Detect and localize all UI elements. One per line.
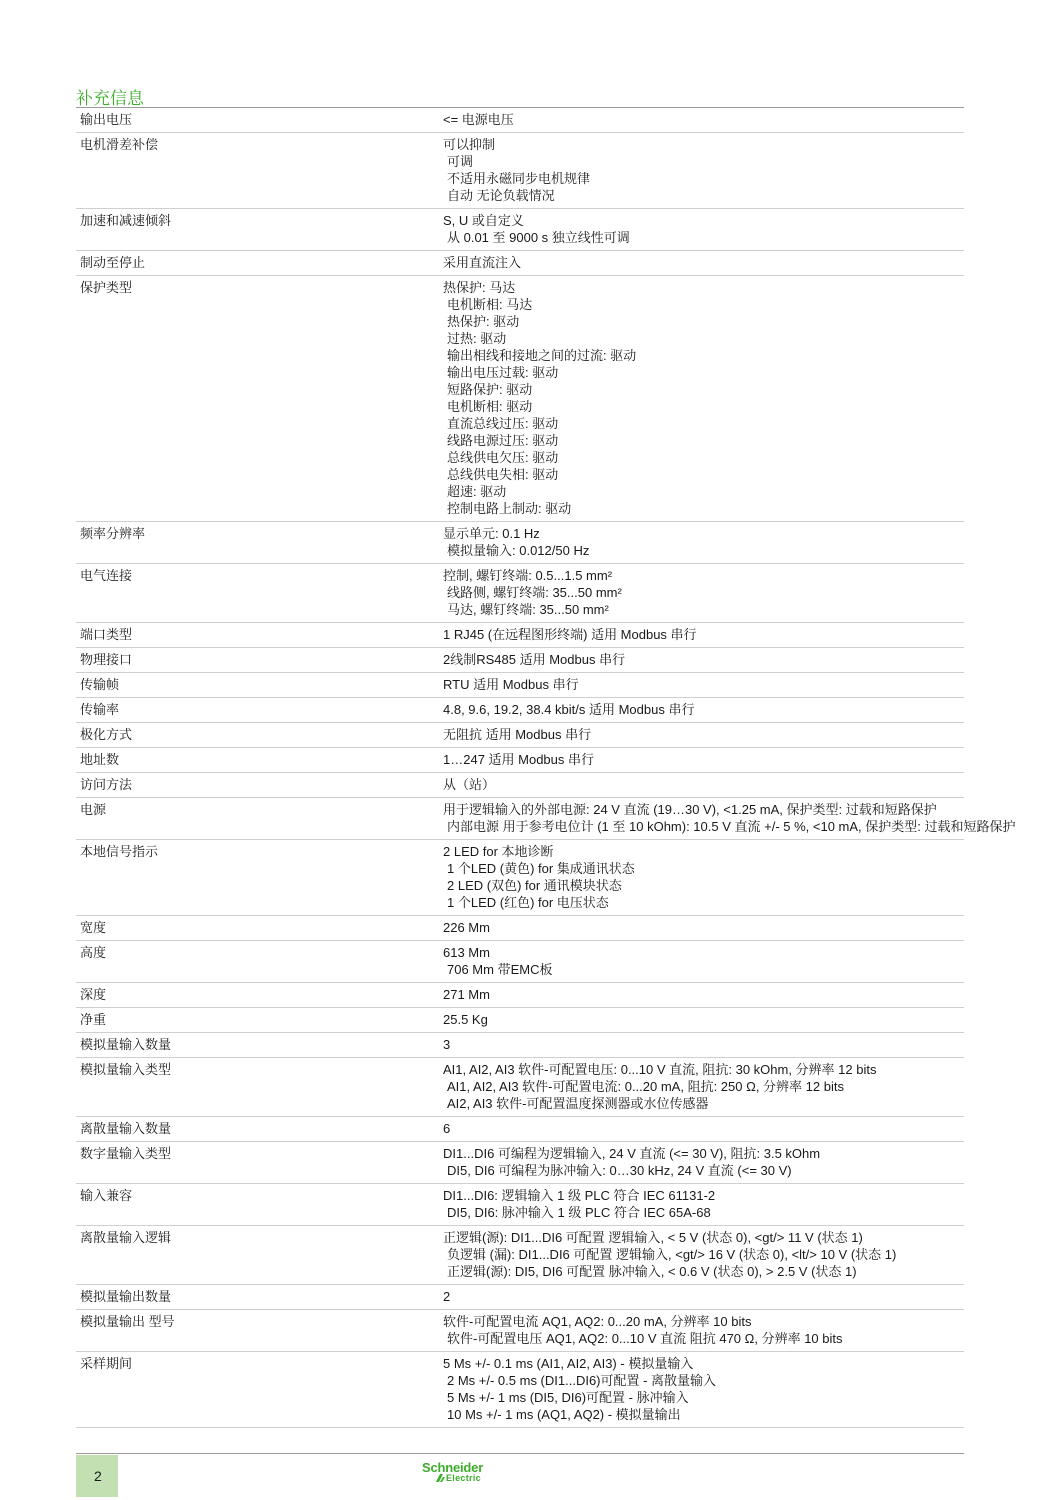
spec-values (443, 651, 964, 668)
spec-row (76, 673, 964, 698)
spec-label: 端口类型 (80, 627, 133, 642)
spec-value-line: 总线供电失相: 驱动 (447, 467, 559, 482)
spec-value-line: 5 Ms +/- 0.1 ms (AI1, AI2, AI3) - 模拟量输入 (443, 1356, 694, 1371)
spec-value-line: 可以抑制 (443, 137, 496, 152)
spec-value-line: AI2, AI3 软件-可配置温度探测器或水位传感器 (447, 1096, 709, 1111)
spec-label: 保护类型 (80, 280, 133, 295)
spec-label: 数字量输入类型 (80, 1146, 172, 1161)
spec-row (76, 916, 964, 941)
spec-label: 模拟量输入数量 (80, 1037, 172, 1052)
spec-value-line: DI5, DI6 可编程为脉冲输入: 0…30 kHz, 24 V 直流 (<= 30 V) (447, 1163, 792, 1178)
spec-row (76, 773, 964, 798)
spec-values (443, 944, 964, 978)
spec-value-line: DI1...DI6: 逻辑输入 1 级 PLC 符合 IEC 61131-2 (443, 1188, 716, 1203)
spec-value-line: 无阻抗 适用 Modbus 串行 (443, 727, 592, 742)
spec-label: 净重 (80, 1012, 107, 1027)
spec-values (443, 919, 964, 936)
spec-values (443, 1036, 964, 1053)
spec-row (76, 1008, 964, 1033)
spec-value-line: 超速: 驱动 (447, 484, 507, 499)
spec-values (443, 751, 964, 768)
spec-row (76, 1310, 964, 1352)
spec-value-line: 613 Mm (443, 945, 490, 960)
spec-value-line: 正逻辑(源): DI5, DI6 可配置 脉冲输入, < 0.6 V (状态 0), > 2.5 V (状态 1) (447, 1264, 857, 1279)
spec-value-line: 正逻辑(源): DI1...DI6 可配置 逻辑输入, < 5 V (状态 0), <gt/> 11 V (状态 1) (443, 1230, 863, 1245)
spec-value-line: 过热: 驱动 (447, 331, 507, 346)
section-title: 补充信息 (76, 89, 144, 108)
spec-values (443, 676, 964, 693)
spec-label: 离散量输入数量 (80, 1121, 172, 1136)
spec-row (76, 698, 964, 723)
spec-label: 电源 (80, 802, 107, 817)
spec-values (443, 1288, 964, 1305)
spec-row (76, 1184, 964, 1226)
spec-value-line: <= 电源电压 (443, 112, 514, 127)
spec-value-line: 显示单元: 0.1 Hz (443, 526, 540, 541)
page-number: 2 (76, 1455, 118, 1497)
spec-value-line: 模拟量输入: 0.012/50 Hz (447, 543, 590, 558)
spec-value-line: 用于逻辑输入的外部电源: 24 V 直流 (19…30 V), <1.25 mA, 保护类型: 过载和短路保护 (443, 802, 937, 817)
spec-label: 极化方式 (80, 727, 133, 742)
spec-row (76, 1226, 964, 1285)
spec-value-line: 4.8, 9.6, 19.2, 38.4 kbit/s 适用 Modbus 串行 (443, 702, 695, 717)
spec-label: 加速和减速倾斜 (80, 213, 172, 228)
spec-values (443, 136, 964, 204)
spec-values (443, 1229, 964, 1280)
spec-values (443, 111, 964, 128)
spec-value-line: 6 (443, 1121, 451, 1136)
spec-value-line: 3 (443, 1037, 451, 1052)
spec-value-line: 输出电压过载: 驱动 (447, 365, 559, 380)
spec-row (76, 941, 964, 983)
spec-value-line: 热保护: 马达 (443, 280, 516, 295)
spec-label: 电机滑差补偿 (80, 137, 159, 152)
spec-values (443, 279, 964, 517)
spec-value-line: 短路保护: 驱动 (447, 382, 533, 397)
spec-label: 地址数 (80, 752, 120, 767)
spec-label: 传输率 (80, 702, 120, 717)
spec-value-line: 1…247 适用 Modbus 串行 (443, 752, 595, 767)
spec-row (76, 108, 964, 133)
spec-value-line: 电机断相: 马达 (447, 297, 533, 312)
spec-values (443, 776, 964, 793)
spec-values (443, 626, 964, 643)
spec-value-line: 采用直流注入 (443, 255, 522, 270)
spec-label: 离散量输入逻辑 (80, 1230, 172, 1245)
spec-value-line: AI1, AI2, AI3 软件-可配置电压: 0...10 V 直流, 阻抗: 30 kOhm, 分辨率 12 bits (443, 1062, 877, 1077)
spec-values (443, 1061, 964, 1112)
spec-values (443, 1011, 964, 1028)
spec-row (76, 522, 964, 564)
spec-value-line: 线路侧, 螺钉终端: 35...50 mm² (447, 585, 622, 600)
logo-brand-name: Schneider (422, 1460, 484, 1475)
spec-value-line: DI1...DI6 可编程为逻辑输入, 24 V 直流 (<= 30 V), 阻抗: 3.5 kOhm (443, 1146, 821, 1161)
spec-value-line: 自动 无论负载情况 (447, 188, 555, 203)
spec-values (443, 1313, 964, 1347)
spec-values (443, 1145, 964, 1179)
spec-values (443, 212, 964, 246)
spec-values (443, 254, 964, 271)
spec-row (76, 748, 964, 773)
spec-row (76, 983, 964, 1008)
spec-value-line: 热保护: 驱动 (447, 314, 520, 329)
spec-label: 频率分辨率 (80, 526, 146, 541)
schneider-life-is-on-icon (434, 1472, 446, 1484)
spec-label: 访问方法 (80, 777, 133, 792)
spec-row (76, 648, 964, 673)
spec-value-line: 10 Ms +/- 1 ms (AQ1, AQ2) - 模拟量输出 (447, 1407, 681, 1422)
spec-value-line: 直流总线过压: 驱动 (447, 416, 559, 431)
logo-brand-sub: Electric (446, 1473, 481, 1483)
spec-label: 制动至停止 (80, 255, 146, 270)
spec-value-line: 2 (443, 1289, 451, 1304)
spec-value-line: 1 RJ45 (在远程图形终端) 适用 Modbus 串行 (443, 627, 697, 642)
spec-values (443, 986, 964, 1003)
spec-label: 电气连接 (80, 568, 133, 583)
spec-row (76, 564, 964, 623)
spec-value-line: 输出相线和接地之间的过流: 驱动 (447, 348, 637, 363)
spec-value-line: 1 个LED (黄色) for 集成通讯状态 (447, 861, 635, 876)
spec-values (443, 1355, 964, 1423)
spec-label: 模拟量输入类型 (80, 1062, 172, 1077)
spec-value-line: 负逻辑 (漏): DI1...DI6 可配置 逻辑输入, <gt/> 16 V (状态 0), <lt/> 10 V (状态 1) (447, 1247, 897, 1262)
schneider-electric-logo (422, 1460, 504, 1486)
spec-value-line: RTU 适用 Modbus 串行 (443, 677, 579, 692)
spec-value-line: 从（站） (443, 777, 496, 792)
spec-value-line: 1 个LED (红色) for 电压状态 (447, 895, 609, 910)
spec-value-line: 271 Mm (443, 987, 490, 1002)
spec-value-line: 2 LED (双色) for 通讯模块状态 (447, 878, 622, 893)
spec-label: 采样期间 (80, 1356, 133, 1371)
spec-row (76, 251, 964, 276)
spec-row (76, 1033, 964, 1058)
spec-value-line: 2 LED for 本地诊断 (443, 844, 554, 859)
spec-row (76, 1058, 964, 1117)
spec-value-line: 线路电源过压: 驱动 (447, 433, 559, 448)
spec-values (443, 843, 964, 911)
spec-values (443, 1120, 964, 1137)
spec-row (76, 1285, 964, 1310)
spec-row (76, 623, 964, 648)
spec-label: 本地信号指示 (80, 844, 159, 859)
spec-row (76, 798, 1016, 840)
spec-value-line: 从 0.01 至 9000 s 独立线性可调 (447, 230, 630, 245)
spec-label: 传输帧 (80, 677, 120, 692)
spec-value-line: 2线制RS485 适用 Modbus 串行 (443, 652, 626, 667)
spec-row (76, 209, 964, 251)
spec-value-line: 不适用永磁同步电机规律 (447, 171, 591, 186)
spec-value-line: 2 Ms +/- 0.5 ms (DI1...DI6)可配置 - 离散量输入 (447, 1373, 717, 1388)
spec-values (443, 701, 964, 718)
spec-row (76, 133, 964, 209)
spec-table (76, 107, 1016, 1428)
spec-value-line: DI5, DI6: 脉冲输入 1 级 PLC 符合 IEC 65A-68 (447, 1205, 711, 1220)
spec-value-line: 可调 (447, 154, 474, 169)
spec-row (76, 840, 964, 916)
spec-value-line: 25.5 Kg (443, 1012, 488, 1027)
spec-label: 模拟量输出数量 (80, 1289, 172, 1304)
spec-row (76, 1142, 964, 1184)
spec-label: 宽度 (80, 920, 107, 935)
spec-value-line: 软件-可配置电压 AQ1, AQ2: 0...10 V 直流 阻抗 470 Ω, 分辨率 10 bits (447, 1331, 843, 1346)
spec-values (443, 801, 1016, 835)
spec-value-line: 226 Mm (443, 920, 490, 935)
spec-value-line: 706 Mm 带EMC板 (447, 962, 553, 977)
spec-values (443, 525, 964, 559)
footer-divider (76, 1453, 964, 1454)
spec-values (443, 567, 964, 618)
spec-value-line: 软件-可配置电流 AQ1, AQ2: 0...20 mA, 分辨率 10 bits (443, 1314, 752, 1329)
spec-label: 物理接口 (80, 652, 133, 667)
spec-label: 输入兼容 (80, 1188, 133, 1203)
spec-value-line: 5 Ms +/- 1 ms (DI5, DI6)可配置 - 脉冲输入 (447, 1390, 689, 1405)
spec-row (76, 1352, 964, 1428)
spec-values (443, 726, 964, 743)
spec-row (76, 723, 964, 748)
spec-value-line: S, U 或自定义 (443, 213, 524, 228)
spec-value-line: 马达, 螺钉终端: 35...50 mm² (447, 602, 609, 617)
spec-value-line: 内部电源 用于参考电位计 (1 至 10 kOhm): 10.5 V 直流 +/- 5 %, <10 mA, 保护类型: 过载和短路保护 (447, 819, 1016, 834)
spec-value-line: 控制电路上制动: 驱动 (447, 501, 572, 516)
spec-value-line: 电机断相: 驱动 (447, 399, 533, 414)
spec-value-line: 总线供电欠压: 驱动 (447, 450, 559, 465)
spec-label: 输出电压 (80, 112, 133, 127)
spec-values (443, 1187, 964, 1221)
spec-label: 深度 (80, 987, 107, 1002)
spec-row (76, 1117, 964, 1142)
spec-row (76, 276, 964, 522)
spec-label: 模拟量输出 型号 (80, 1314, 175, 1329)
spec-value-line: AI1, AI2, AI3 软件-可配置电流: 0...20 mA, 阻抗: 250 Ω, 分辨率 12 bits (447, 1079, 844, 1094)
spec-value-line: 控制, 螺钉终端: 0.5...1.5 mm² (443, 568, 613, 583)
spec-label: 高度 (80, 945, 107, 960)
